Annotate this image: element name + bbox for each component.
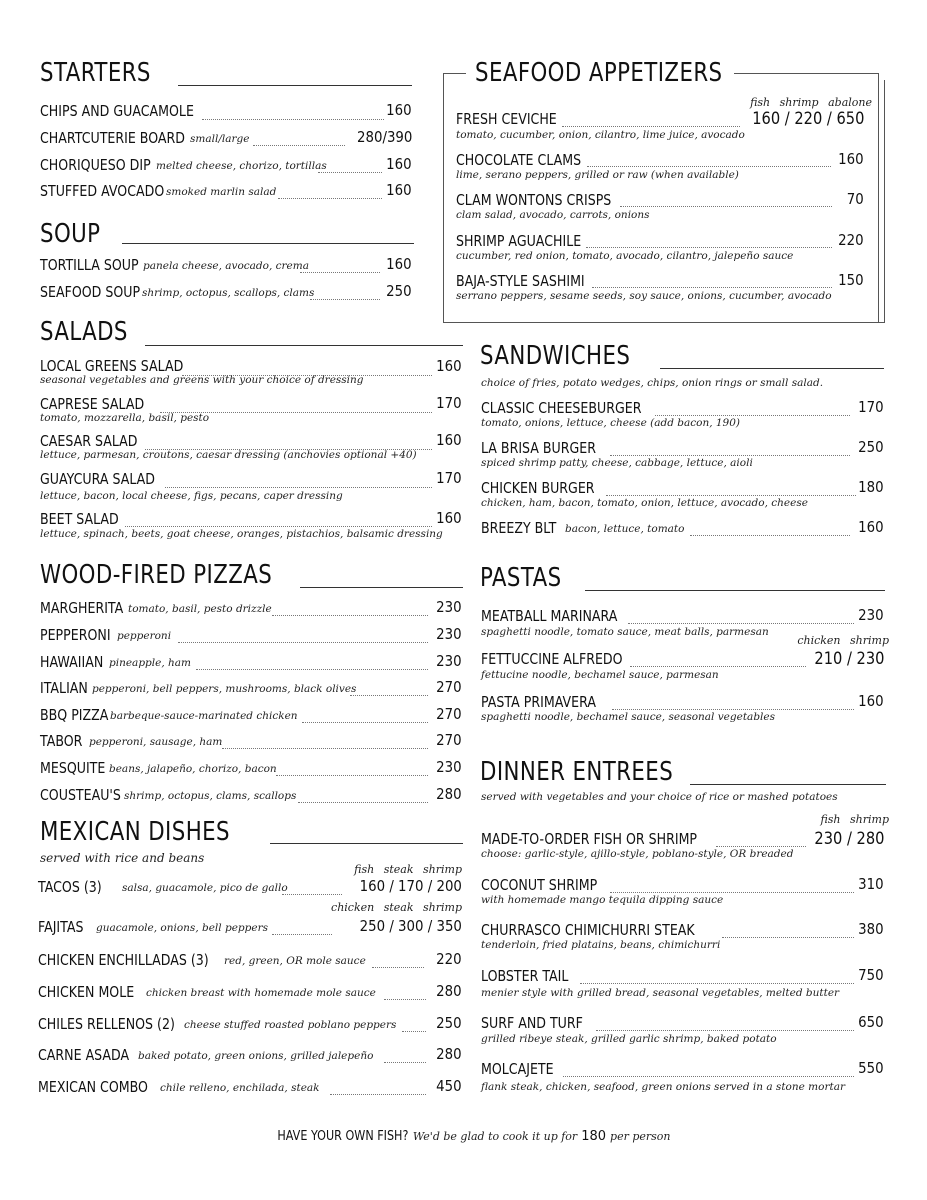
item-name: CHIPS AND GUACAMOLE [40, 102, 194, 120]
menu-item [40, 786, 136, 804]
item-desc: with homemade mango tequila dipping sauce [481, 894, 724, 906]
item-desc: smoked marlin salad [166, 186, 277, 198]
leader-dots [302, 722, 428, 723]
item-price: 550 [858, 1059, 884, 1077]
starters-title: STARTERS [40, 58, 151, 88]
item-desc: spiced shrimp patty, cheese, cabbage, lettuce, aioli [481, 457, 753, 469]
menu-item [40, 129, 213, 147]
mexican-title: MEXICAN DISHES [40, 817, 230, 847]
leader-dots [372, 967, 424, 968]
item-desc: panela cheese, avocado, crema [143, 260, 309, 272]
item-name: FETTUCCINE ALFREDO [481, 650, 623, 668]
item-price: 160 [858, 518, 884, 536]
menu-item [38, 1078, 169, 1096]
item-price: 230 [436, 758, 462, 776]
item-name: CHARTCUTERIE BOARD [40, 129, 186, 147]
leader-dots [620, 206, 832, 207]
leader-dots [282, 894, 342, 895]
price-header: chicken shrimp [797, 634, 889, 647]
salads-title: SALADS [40, 317, 128, 347]
menu-item [38, 983, 153, 1001]
item-desc: fettucine noodle, bechamel sauce, parmesan [481, 669, 719, 681]
item-name: MESQUITE [40, 759, 106, 777]
menu-item [40, 102, 223, 120]
item-name: CHOCOLATE CLAMS [456, 151, 582, 169]
item-name: ITALIAN [40, 679, 88, 697]
item-name: LOBSTER TAIL [481, 967, 569, 985]
entrees-title: DINNER ENTREES [480, 757, 674, 787]
leader-dots [586, 247, 832, 248]
leader-dots [350, 695, 428, 696]
item-price: 250 [858, 438, 884, 456]
item-price: 270 [436, 678, 462, 696]
leader-dots [402, 1031, 426, 1032]
item-price: 230 [858, 606, 884, 624]
item-price: 250 [386, 282, 412, 300]
item-desc: tomato, mozzarella, basil, pesto [40, 412, 210, 424]
pastas-title: PASTAS [480, 563, 562, 593]
menu-item [481, 967, 585, 985]
item-name: PEPPERONI [40, 626, 111, 644]
leader-dots [276, 775, 428, 776]
soup-rule [122, 243, 414, 244]
footer-price: 180 [581, 1129, 607, 1144]
item-price: 310 [858, 875, 884, 893]
menu-item [456, 151, 605, 169]
item-name: STUFFED AVOCADO [40, 182, 165, 200]
menu-item [40, 679, 97, 697]
item-name: CARNE ASADA [38, 1046, 130, 1064]
leader-dots [222, 748, 428, 749]
leader-dots [384, 999, 426, 1000]
item-desc: tomato, basil, pesto drizzle [128, 603, 272, 615]
menu-item [40, 599, 139, 617]
item-desc: choose: garlic-style, ajillo-style, poblano-style, OR breaded [481, 848, 794, 860]
pizzas-title: WOOD-FIRED PIZZAS [40, 560, 273, 590]
item-price: 160 [386, 181, 412, 199]
leader-dots [612, 709, 854, 710]
leader-dots [655, 415, 850, 416]
item-price: 230 [436, 652, 462, 670]
item-desc: tenderloin, fried platains, beans, chimichurri [481, 939, 721, 951]
item-price: 180 [858, 478, 884, 496]
menu-item [40, 626, 124, 644]
item-price: 250 [436, 1014, 462, 1032]
item-desc: tomato, cucumber, onion, cilantro, lime juice, avocado [456, 129, 745, 141]
item-name: TABOR [40, 732, 83, 750]
leader-dots [310, 299, 380, 300]
leader-dots [580, 983, 854, 984]
menu-item [40, 357, 211, 375]
menu-item [40, 759, 118, 777]
item-desc: spaghetti noodle, bechamel sauce, seasonal vegetables [481, 711, 775, 723]
item-desc: flank steak, chicken, seafood, green onions served in a stone mortar [481, 1081, 845, 1093]
item-price: 280 [436, 785, 462, 803]
item-name: SEAFOOD SOUP [40, 283, 141, 301]
price-header: fish steak shrimp [354, 863, 462, 876]
item-price: 160 [386, 101, 412, 119]
menu-item [40, 510, 134, 528]
item-desc: pepperoni, bell peppers, mushrooms, black olives [92, 683, 357, 695]
item-desc: lime, serano peppers, grilled or raw (when available) [456, 169, 739, 181]
leader-dots [610, 892, 854, 893]
item-price: 250 / 300 / 350 [359, 917, 462, 935]
item-name: BAJA-STYLE SASHIMI [456, 272, 585, 290]
footer-lead: HAVE YOUR OWN FISH? [277, 1129, 409, 1144]
item-price: 170 [436, 394, 462, 412]
item-name: COUSTEAU'S [40, 786, 121, 804]
item-name: LA BRISA BURGER [481, 439, 597, 457]
item-name: MOLCAJETE [481, 1060, 554, 1078]
item-name: FAJITAS [38, 918, 84, 936]
price-header: fish shrimp abalone [750, 96, 872, 109]
item-price: 220 [838, 231, 864, 249]
item-desc: clam salad, avocado, carrots, onions [456, 209, 650, 221]
leader-dots [563, 1076, 854, 1077]
sandwiches-subtitle: choice of fries, potato wedges, chips, onion rings or small salad. [481, 377, 824, 389]
menu-item [456, 272, 609, 290]
item-name: BREEZY BLT [481, 519, 557, 537]
item-name: MEATBALL MARINARA [481, 607, 618, 625]
item-price: 160 [436, 509, 462, 527]
item-desc: melted cheese, chorizo, tortillas [156, 160, 327, 172]
item-price: 230 [436, 598, 462, 616]
starters-rule [178, 85, 412, 86]
item-price: 160 [436, 431, 462, 449]
item-price: 160 [858, 692, 884, 710]
leader-dots [722, 937, 854, 938]
sandwiches-rule [660, 368, 884, 369]
item-price: 70 [847, 190, 864, 208]
item-desc: spaghetti noodle, tomato sauce, meat balls, parmesan [481, 626, 769, 638]
menu-item [481, 876, 619, 894]
item-price: 160 / 220 / 650 [751, 109, 864, 129]
leader-dots [562, 126, 740, 127]
menu-item [481, 519, 571, 537]
item-price: 170 [436, 469, 462, 487]
seafood-title: SEAFOOD APPETIZERS [475, 58, 723, 88]
item-desc: guacamole, onions, bell peppers [96, 922, 268, 934]
item-name: CHILES RELLENOS (2) [38, 1015, 175, 1033]
item-price: 270 [436, 731, 462, 749]
menu-item [481, 399, 672, 417]
menu-item [456, 191, 641, 209]
item-name: BEET SALAD [40, 510, 119, 528]
item-price: 270 [436, 705, 462, 723]
pastas-rule [585, 590, 885, 591]
item-desc: seasonal vegetables and greens with your choice of dressing [40, 374, 364, 386]
soup-title: SOUP [40, 219, 101, 249]
menu-item [481, 830, 738, 848]
item-desc: red, green, OR mole sauce [224, 955, 366, 967]
item-name: CHURRASCO CHIMICHURRI STEAK [481, 921, 695, 939]
item-price: 210 / 230 [813, 649, 884, 669]
leader-dots [300, 272, 380, 273]
leader-dots [196, 669, 428, 670]
item-price: 230 / 280 [813, 829, 884, 849]
item-desc: shrimp, octopus, scallops, clams [142, 287, 315, 299]
menu-item [40, 256, 157, 274]
item-price: 220 [436, 950, 462, 968]
item-desc: lettuce, bacon, local cheese, figs, pecans, caper dressing [40, 490, 343, 502]
leader-dots [716, 846, 806, 847]
leader-dots [610, 455, 850, 456]
item-desc: pepperoni [117, 630, 172, 642]
item-name: CHORIQUESO DIP [40, 156, 151, 174]
leader-dots [253, 145, 345, 146]
item-price: 230 [436, 625, 462, 643]
mexican-subtitle: served with rice and beans [40, 851, 205, 865]
item-name: BBQ PIZZA [40, 706, 109, 724]
price-header: fish shrimp [820, 813, 889, 826]
menu-item [40, 432, 156, 450]
leader-dots [606, 495, 856, 496]
leader-dots [318, 172, 382, 173]
item-desc: chile relleno, enchilada, steak [160, 1082, 320, 1094]
item-name: GUAYCURA SALAD [40, 470, 156, 488]
menu-item [481, 693, 618, 711]
menu-item [38, 918, 92, 936]
item-name: CAPRESE SALAD [40, 395, 145, 413]
menu-item [481, 479, 616, 497]
item-name: TACOS (3) [38, 878, 102, 896]
menu-item [40, 156, 172, 174]
item-name: SURF AND TURF [481, 1014, 583, 1032]
menu-item [40, 732, 91, 750]
item-price: 650 [858, 1013, 884, 1031]
item-desc: lettuce, parmesan, croutons, caesar dressing (anchovies optional +40) [40, 449, 417, 461]
menu-item [38, 1015, 201, 1033]
menu-item [481, 1060, 567, 1078]
menu-item [40, 395, 164, 413]
item-desc: cheese stuffed roasted poblano peppers [184, 1019, 397, 1031]
mexican-rule [270, 843, 463, 844]
menu-item [40, 470, 177, 488]
menu-item [481, 650, 650, 668]
item-desc: bacon, lettuce, tomato [565, 523, 685, 535]
leader-dots [690, 535, 850, 536]
item-price: 160 / 170 / 200 [359, 877, 462, 895]
item-desc: chicken, ham, bacon, tomato, onion, lettuce, avocado, cheese [481, 497, 808, 509]
menu-item [481, 1014, 602, 1032]
leader-dots [298, 802, 428, 803]
item-price: 160 [386, 155, 412, 173]
item-name: MARGHERITA [40, 599, 124, 617]
item-price: 160 [436, 357, 462, 375]
item-desc: baked potato, green onions, grilled jalepeño [138, 1050, 374, 1062]
leader-dots [278, 198, 382, 199]
leader-dots [272, 615, 428, 616]
item-desc: grilled ribeye steak, grilled garlic shrimp, baked potato [481, 1033, 777, 1045]
menu-item [38, 1046, 147, 1064]
footer-tail: per person [610, 1130, 671, 1143]
menu-item [481, 921, 735, 939]
leader-dots [330, 1094, 426, 1095]
menu-item [456, 110, 576, 128]
menu-item [40, 653, 115, 671]
item-price: 280/390 [356, 128, 412, 146]
item-desc: chicken breast with homemade mole sauce [146, 987, 376, 999]
leader-dots [630, 666, 806, 667]
item-desc: pineapple, ham [109, 657, 191, 669]
leader-dots [587, 166, 831, 167]
item-name: MADE-TO-ORDER FISH OR SHRIMP [481, 830, 698, 848]
leader-dots [202, 119, 384, 120]
footer-note [0, 1127, 927, 1145]
sandwiches-title: SANDWICHES [480, 341, 631, 371]
item-name: CHICKEN BURGER [481, 479, 595, 497]
menu-item [481, 607, 643, 625]
item-name: TORTILLA SOUP [40, 256, 139, 274]
entrees-subtitle: served with vegetables and your choice of rice or mashed potatoes [481, 791, 838, 803]
item-name: CAESAR SALAD [40, 432, 138, 450]
item-desc: shrimp, octopus, clams, scallops [124, 790, 297, 802]
leader-dots [125, 526, 432, 527]
item-desc: salsa, guacamole, pico de gallo [122, 882, 288, 894]
item-desc: serrano peppers, sesame seeds, soy sauce, onions, cucumber, avocado [456, 290, 832, 302]
item-name: SHRIMP AGUACHILE [456, 232, 582, 250]
item-desc: barbeque-sauce-marinated chicken [110, 710, 298, 722]
item-name: LOCAL GREENS SALAD [40, 357, 184, 375]
salads-rule [145, 345, 463, 346]
item-price: 450 [436, 1077, 462, 1095]
footer-text: We'd be glad to cook it up for [412, 1130, 578, 1143]
item-name: CLAM WONTONS CRISPS [456, 191, 612, 209]
item-name: HAWAIIAN [40, 653, 104, 671]
item-price: 170 [858, 398, 884, 416]
item-desc: cucumber, red onion, tomato, avocado, cilantro, jalepeño sauce [456, 250, 794, 262]
menu-item [38, 878, 114, 896]
menu-item [456, 232, 605, 250]
item-price: 380 [858, 920, 884, 938]
entrees-rule [690, 784, 886, 785]
leader-dots [272, 934, 332, 935]
item-name: CHICKEN MOLE [38, 983, 135, 1001]
item-price: 150 [838, 271, 864, 289]
menu-item [481, 439, 618, 457]
item-desc: small/large [190, 133, 250, 145]
item-name: COCONUT SHRIMP [481, 876, 598, 894]
leader-dots [384, 1062, 426, 1063]
leader-dots [178, 642, 428, 643]
item-name: MEXICAN COMBO [38, 1078, 148, 1096]
item-name: FRESH CEVICHE [456, 110, 557, 128]
item-desc: menier style with grilled bread, seasonal vegetables, melted butter [481, 987, 840, 999]
item-desc: tomato, onions, lettuce, cheese (add bacon, 190) [481, 417, 741, 429]
item-price: 280 [436, 982, 462, 1000]
item-desc: pepperoni, sausage, ham [89, 736, 223, 748]
leader-dots [592, 287, 832, 288]
item-desc: beans, jalapeño, chorizo, bacon [109, 763, 277, 775]
pizzas-rule [300, 587, 463, 588]
item-name: CHICKEN ENCHILLADAS (3) [38, 951, 209, 969]
item-price: 750 [858, 966, 884, 984]
item-desc: lettuce, spinach, beets, goat cheese, oranges, pistachios, balsamic dressing [40, 528, 443, 540]
item-price: 160 [838, 150, 864, 168]
price-header: chicken steak shrimp [331, 901, 462, 914]
leader-dots [596, 1030, 854, 1031]
item-price: 160 [386, 255, 412, 273]
item-name: CLASSIC CHEESEBURGER [481, 399, 642, 417]
item-price: 280 [436, 1045, 462, 1063]
leader-dots [628, 623, 854, 624]
menu-item [38, 951, 241, 969]
leader-dots [165, 487, 432, 488]
item-name: PASTA PRIMAVERA [481, 693, 596, 711]
